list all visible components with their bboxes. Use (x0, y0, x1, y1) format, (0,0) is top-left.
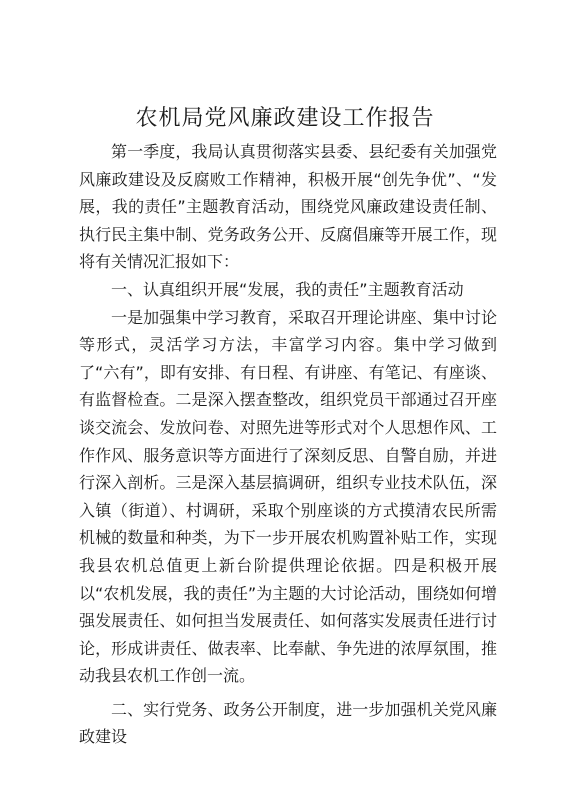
section-heading-1: 一、认真组织开展“发展，我的责任”主题教育活动 (111, 279, 464, 299)
section-1-paragraph: 一是加强集中学习教育，采取召开理论讲座、集中讨论等形式，灵活学习方法，丰富学习内容。集中学习做到了“六有”，即有安排、有日程、有讲座、有笔记、有座谈、有监督检查。二是深入摆查整改，组织党员干部通过召开座谈交流会、发放问卷、对照先进等形式对个人思想作风、工作作风、服务意识等方面进行了深刻反思、自警自励，并进行深入剖析。三是深入基层搞调研，组织专业技术队伍，深入镇（街道）、村调研，采取个别座谈的方式摸清农民所需机械的数量和种类，为下一步开展农机购置补贴工作，实现我县农机总值更上新台阶提供理论依据。四是积极开展以“农机发展，我的责任”为主题的大讨论活动，围绕如何增强发展责任、如何担当发展责任、如何落实发展责任进行讨论，形成讲责任、做表率、比奉献、争先进的浓厚氛围，推动我县农机工作创一流。 (79, 307, 497, 686)
section-heading-2: 二、实行党务、政务公开制度，进一步加强机关党风廉政建设 (79, 699, 497, 747)
document-body (79, 138, 497, 751)
document-title: 农机局党风廉政建设工作报告 (135, 106, 435, 131)
intro-paragraph: 第一季度，我局认真贯彻落实县委、县纪委有关加强党风廉政建设及反腐败工作精神，积极开展“创先争优”、“发展，我的责任”主题教育活动，围绕党风廉政建设责任制、执行民主集中制、党务政务公开、反腐倡廉等开展工作，现将有关情况汇报如下： (79, 142, 497, 272)
